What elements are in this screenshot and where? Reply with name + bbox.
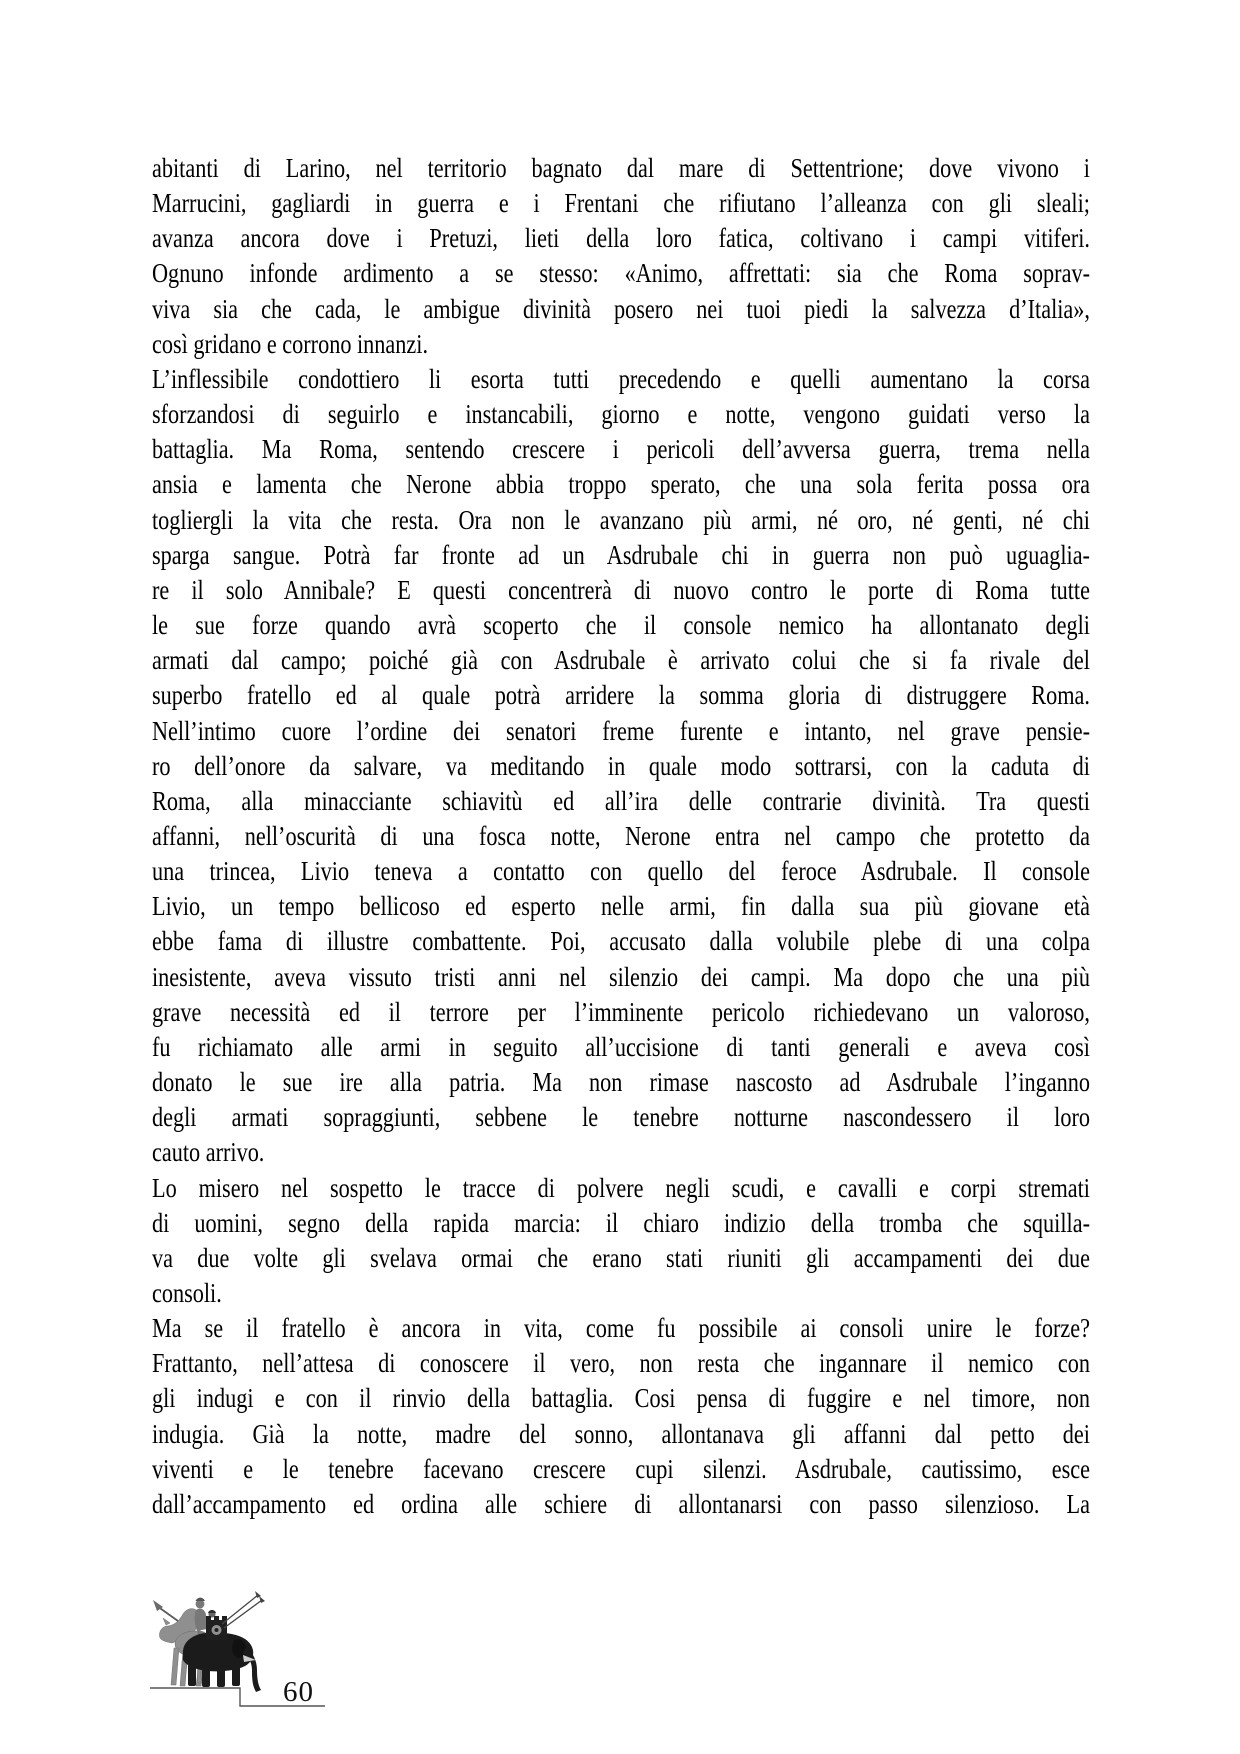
text-line: togliergli la vita che resta. Ora non le avanzano più armi, né oro, né genti, né chi: [152, 503, 1090, 535]
text-line: Ognuno infonde ardimento a se stesso: «Animo, affrettati: sia che Roma soprav-: [152, 257, 1090, 289]
text-line: gli indugi e con il rinvio della battaglia. Cosi pensa di fuggire e nel timore, non: [152, 1382, 1090, 1414]
text-line: una trincea, Livio teneva a contatto con quello del feroce Asdrubale. Il console: [152, 855, 1090, 887]
text-line: Ma se il fratello è ancora in vita, come fu possibile ai consoli unire le forze?: [152, 1312, 1090, 1344]
text-block: [152, 150, 1090, 1521]
howdah-turret: [206, 1610, 227, 1640]
text-line: le sue forze quando avrà scoperto che il console nemico ha allontanato degli: [152, 609, 1090, 641]
text-line: Frattanto, nell’attesa di conoscere il vero, non resta che ingannare il nemico con: [152, 1347, 1090, 1379]
text-line: donato le sue ire alla patria. Ma non rimase nascosto ad Asdrubale l’inganno: [152, 1066, 1090, 1098]
text-line: dall’accampamento ed ordina alle schiere di allontanarsi con passo silenzioso. La: [152, 1487, 1090, 1519]
text-line: consoli.: [152, 1277, 222, 1308]
text-line: viva sia che cada, le ambigue divinità posero nei tuoi piedi la salvezza d’Italia»,: [152, 292, 1090, 324]
text-line: inesistente, aveva vissuto tristi anni nel silenzio dei campi. Ma dopo che una più: [152, 960, 1090, 992]
text-line: armati dal campo; poiché già con Asdrubale è arrivato colui che si fa rivale del: [152, 644, 1090, 676]
text-line: battaglia. Ma Roma, sentendo crescere i pericoli dell’avversa guerra, trema nella: [152, 433, 1090, 465]
text-line: Nell’intimo cuore l’ordine dei senatori freme furente e intanto, nel grave pensie-: [152, 714, 1090, 746]
page-number: 60: [283, 1676, 314, 1708]
spears-icon: [222, 1591, 265, 1628]
text-line: Roma, alla minacciante schiavitù ed all’ira delle contrarie divinità. Tra questi: [152, 784, 1090, 816]
text-line: va due volte gli svelava ormai che erano stati riuniti gli accampamenti dei due: [152, 1241, 1090, 1273]
text-line: indugia. Già la notte, madre del sonno, allontanava gli affanni dal petto dei: [152, 1417, 1090, 1449]
text-line: ro dell’onore da salvare, va meditando in quale modo sottrarsi, con la caduta di: [152, 749, 1090, 781]
text-line: superbo fratello ed al quale potrà arridere la somma gloria di distruggere Roma.: [152, 679, 1090, 711]
text-line: grave necessità ed il terrore per l’imminente pericolo richiedevano un valoroso,: [152, 995, 1090, 1027]
text-line: sparga sangue. Potrà far fronte ad un Asdrubale chi in guerra non può uguaglia-: [152, 538, 1090, 570]
text-line: Lo misero nel sospetto le tracce di polvere negli scudi, e cavalli e corpi stremati: [152, 1171, 1090, 1203]
text-line: fu richiamato alle armi in seguito all’uccisione di tanti generali e aveva così: [152, 1030, 1090, 1062]
text-line: L’inflessibile condottiero li esorta tutti precedendo e quelli aumentano la corsa: [152, 362, 1090, 394]
text-line: ansia e lamenta che Nerone abbia troppo sperato, che una sola ferita possa ora: [152, 468, 1090, 500]
text-line: affanni, nell’oscurità di una fosca notte, Nerone entra nel campo che protetto da: [152, 819, 1090, 851]
text-line: degli armati sopraggiunti, sebbene le tenebre notturne nascondessero il loro: [152, 1101, 1090, 1133]
text-line: Marrucini, gagliardi in guerra e i Frentani che rifiutano l’alleanza con gli sleali;: [152, 187, 1090, 219]
text-line: così gridano e corrono innanzi.: [152, 327, 429, 359]
text-line: sforzandosi di seguirlo e instancabili, giorno e notte, vengono guidati verso la: [152, 398, 1090, 430]
text-line: cauto arrivo.: [152, 1136, 265, 1168]
war-elephant-figure: [183, 1633, 261, 1692]
text-line: ebbe fama di illustre combattente. Poi, accusato dalla volubile plebe di una colpa: [152, 925, 1090, 957]
text-line: abitanti di Larino, nel territorio bagnato dal mare di Settentrione; dove vivono i: [152, 152, 1090, 183]
text-line: Livio, un tempo bellicoso ed esperto nelle armi, fin dalla sua più giovane età: [152, 890, 1090, 922]
text-line: avanza ancora dove i Pretuzi, lieti della loro fatica, coltivano i campi vitiferi.: [152, 222, 1090, 254]
text-line: viventi e le tenebre facevano crescere cupi silenzi. Asdrubale, cautissimo, esce: [152, 1452, 1090, 1484]
text-line: re il solo Annibale? E questi concentrerà di nuovo contro le porte di Roma tutte: [152, 573, 1090, 605]
text-line: di uomini, segno della rapida marcia: il chiaro indizio della tromba che squilla-: [152, 1206, 1090, 1238]
